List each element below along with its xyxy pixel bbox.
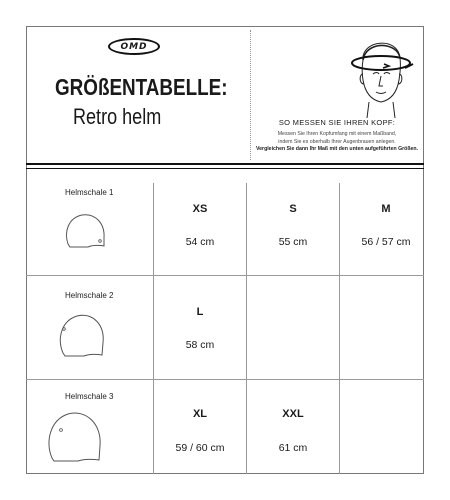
size-cm: 61 cm [278, 442, 308, 454]
shell-label: Helmschale 3 [65, 392, 114, 401]
size-label: M [381, 203, 391, 215]
row-divider [26, 379, 424, 380]
size-label: S [289, 203, 297, 215]
helmet-shell-icon [62, 212, 108, 250]
measure-line-3: Vergleichen Sie dann Ihr Maß mit den unten aufgeführten Größen. [256, 146, 418, 152]
row-divider [26, 275, 424, 276]
page-title: GRÖßENTABELLE: [55, 74, 228, 100]
size-label: XL [192, 408, 208, 420]
shell-label: Helmschale 2 [65, 291, 114, 300]
size-label: XS [192, 203, 208, 215]
head-measure-icon [343, 30, 418, 120]
measure-line-2: indem Sie es oberhalb Ihrer Augenbrauen anlegen. [278, 138, 396, 145]
measure-title: SO MESSEN SIE IHREN KOPF: [278, 118, 396, 127]
header-separator-thick [26, 163, 424, 165]
size-label: L [196, 306, 204, 318]
logo-text: OMD [120, 41, 148, 52]
size-cm: 55 cm [278, 236, 308, 248]
measure-instructions [250, 131, 424, 154]
omd-logo [108, 38, 160, 55]
measure-line-1: Messen Sie Ihren Kopfumfang mit einem Maßband, [277, 131, 397, 137]
column-divider [153, 183, 154, 474]
size-cm: 56 / 57 cm [361, 236, 411, 248]
column-divider [246, 183, 247, 474]
size-cm: 58 cm [185, 339, 215, 351]
column-divider [339, 183, 340, 474]
helmet-shell-icon [44, 408, 106, 464]
size-cm: 54 cm [185, 236, 215, 248]
helmet-shell-icon [55, 311, 109, 359]
shell-label: Helmschale 1 [65, 188, 114, 197]
page-subtitle: Retro helm [73, 104, 162, 129]
size-label: XXL [282, 408, 304, 420]
header-separator-thin [26, 168, 424, 169]
size-cm: 59 / 60 cm [175, 442, 225, 454]
